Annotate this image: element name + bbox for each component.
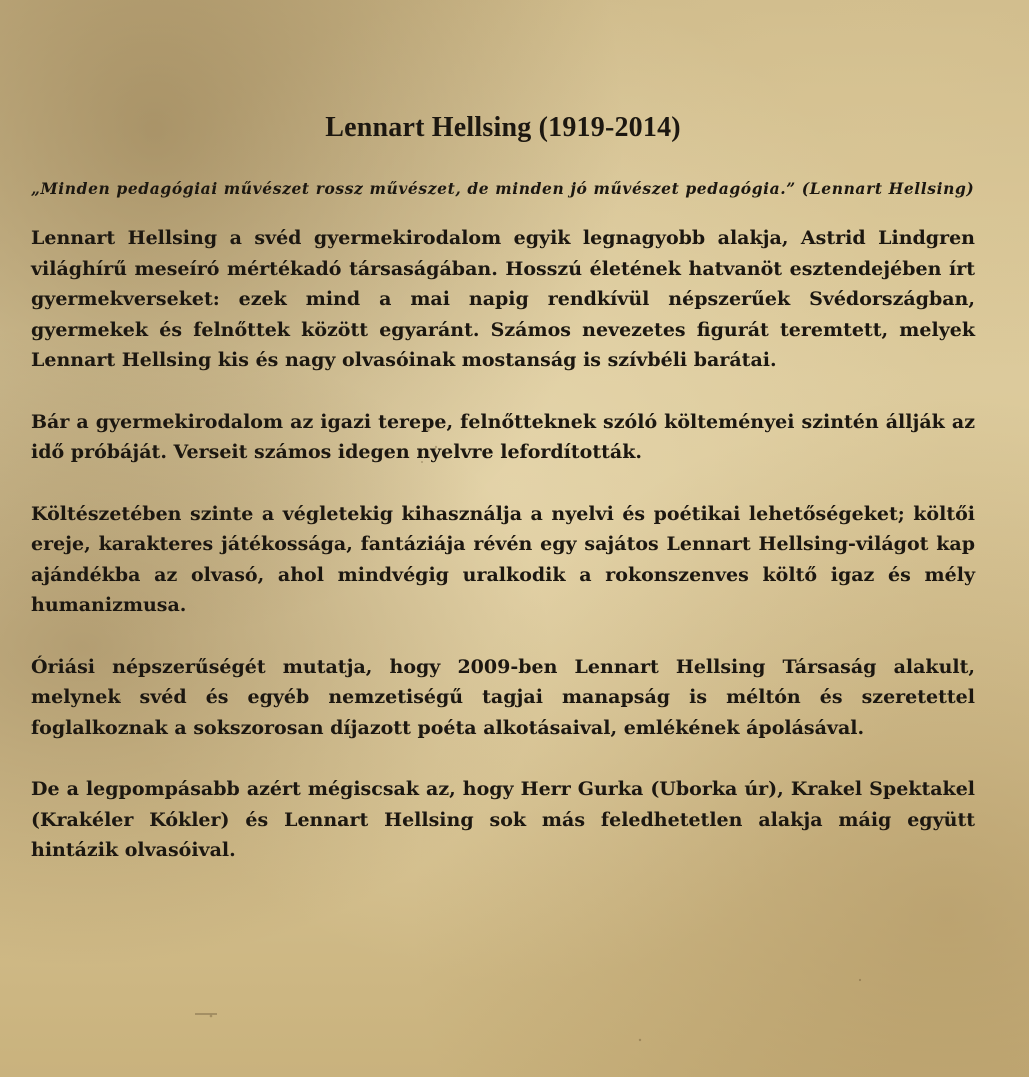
paragraph: Költészetében szinte a végletekig kihasználja a nyelvi és poétikai lehetőségeket; költői ereje, karakteres játékossága, fantáziája révén egy sajátos Lennart Hellsing-világot kap ajándékba az olvasó, ahol mindvégig uralkodik a rokonszenves költő igaz és mély humanizmusa. [31, 502, 975, 616]
paragraph: Bár a gyermekirodalom az igazi terepe, felnőtteknek szóló költeményei szintén állják az idő próbáját. Verseit számos idegen nyelvre lefordították. [31, 410, 975, 463]
paragraph: Lennart Hellsing a svéd gyermekirodalom egyik legnagyobb alakja, Astrid Lindgren világhírű meseíró mértékadó társaságában. Hosszú életének hatvanöt esztendejében írt gyermekverseket: ezek mind a mai napig rendkívül népszerűek Svédországban, gyermekek és felnőttek között egyaránt. Számos nevezetes figurát teremtett, melyek Lennart Hellsing kis és nagy olvasóinak mostanság is szívbéli barátai. [31, 227, 975, 371]
document-title: Lennart Hellsing (1919-2014) [325, 112, 681, 143]
document-page [31, 108, 975, 866]
paragraph: De a legpompásabb azért mégiscsak az, hogy Herr Gurka (Uborka úr), Krakel Spektakel (Krakéler Kókler) és Lennart Hellsing sok más feledhetetlen alakja máig együtt hintázik olvasóival. [31, 778, 975, 861]
epigraph-quote: „Minden pedagógiai művészet rossz művészet, de minden jó művészet pedagógia.” (Lennart Hellsing) [31, 179, 975, 198]
paragraph: Óriási népszerűségét mutatja, hogy 2009-ben Lennart Hellsing Társaság alakult, melynek svéd és egyéb nemzetiségű tagjai manapság is méltón és szeretettel foglalkoznak a sokszorosan díjazott poéta alkotásaival, emlékének ápolásával. [31, 655, 975, 739]
